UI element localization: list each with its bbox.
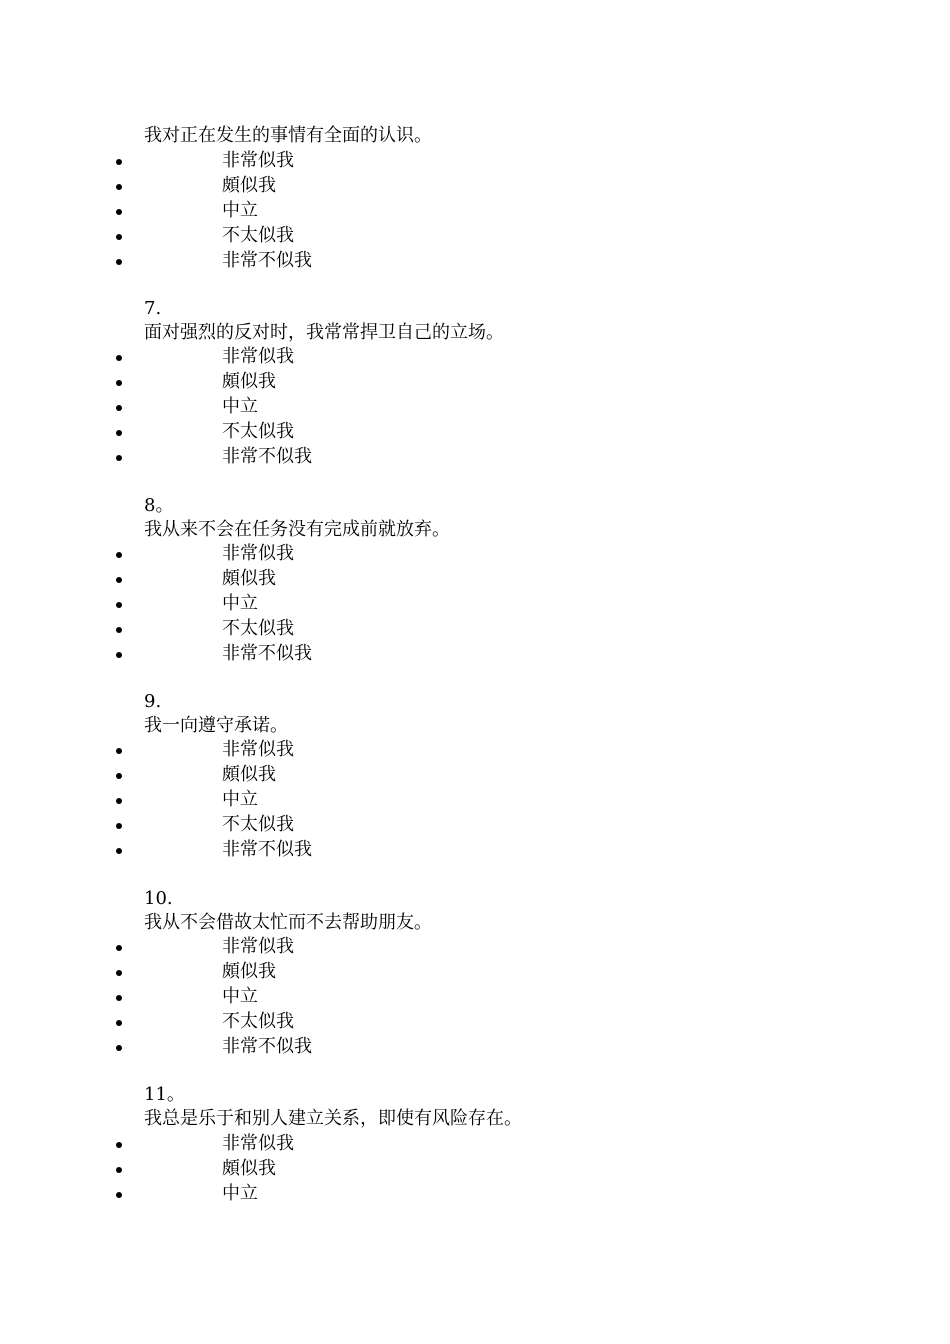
option-item[interactable] (0, 1035, 600, 1059)
bullet-icon (116, 995, 122, 1001)
option-item[interactable] (0, 838, 600, 862)
option-item[interactable] (0, 960, 600, 984)
option-item[interactable] (0, 420, 600, 444)
option-label: 不太似我 (222, 421, 294, 442)
option-item[interactable] (0, 642, 600, 666)
question-number: 9. (144, 691, 162, 712)
option-label: 非常似我 (222, 543, 294, 564)
bullet-icon (116, 970, 122, 976)
bullet-icon (116, 1045, 122, 1051)
bullet-icon (116, 627, 122, 633)
option-item[interactable] (0, 542, 600, 566)
option-label: 非常不似我 (222, 643, 312, 664)
option-item[interactable] (0, 1010, 600, 1034)
bullet-icon (116, 823, 122, 829)
bullet-icon (116, 259, 122, 265)
option-item[interactable] (0, 1182, 600, 1206)
option-item[interactable] (0, 249, 600, 273)
bullet-icon (116, 380, 122, 386)
option-label: 不太似我 (222, 225, 294, 246)
option-label: 非常不似我 (222, 1036, 312, 1057)
question-text: 面对强烈的反对时，我常常捍卫自己的立场。 (144, 322, 504, 343)
option-label: 非常似我 (222, 739, 294, 760)
option-item[interactable] (0, 149, 600, 173)
option-item[interactable] (0, 174, 600, 198)
bullet-icon (116, 355, 122, 361)
option-label: 頗似我 (222, 961, 276, 982)
bullet-icon (116, 773, 122, 779)
bullet-icon (116, 602, 122, 608)
option-label: 頗似我 (222, 371, 276, 392)
bullet-icon (116, 1192, 122, 1198)
option-item[interactable] (0, 1132, 600, 1156)
option-label: 頗似我 (222, 764, 276, 785)
bullet-icon (116, 798, 122, 804)
option-item[interactable] (0, 763, 600, 787)
option-item[interactable] (0, 567, 600, 591)
option-item[interactable] (0, 370, 600, 394)
option-item[interactable] (0, 224, 600, 248)
option-item[interactable] (0, 395, 600, 419)
bullet-icon (116, 945, 122, 951)
bullet-icon (116, 652, 122, 658)
option-label: 中立 (222, 1183, 258, 1204)
option-item[interactable] (0, 592, 600, 616)
bullet-icon (116, 1020, 122, 1026)
option-label: 頗似我 (222, 1158, 276, 1179)
bullet-icon (116, 430, 122, 436)
option-label: 非常似我 (222, 936, 294, 957)
question-text: 我总是乐于和别人建立关系，即使有风险存在。 (144, 1108, 522, 1129)
option-label: 中立 (222, 789, 258, 810)
bullet-icon (116, 209, 122, 215)
bullet-icon (116, 455, 122, 461)
option-label: 不太似我 (222, 814, 294, 835)
bullet-icon (116, 577, 122, 583)
question-number: 11。 (144, 1084, 185, 1105)
option-label: 中立 (222, 200, 258, 221)
question-number: 7. (144, 298, 162, 319)
option-item[interactable] (0, 617, 600, 641)
question-number: 10. (144, 888, 173, 909)
option-item[interactable] (0, 738, 600, 762)
option-label: 非常似我 (222, 1133, 294, 1154)
option-item[interactable] (0, 1157, 600, 1181)
bullet-icon (116, 159, 122, 165)
option-label: 頗似我 (222, 175, 276, 196)
question-text: 我从来不会在任务没有完成前就放弃。 (144, 519, 450, 540)
option-label: 不太似我 (222, 1011, 294, 1032)
option-item[interactable] (0, 199, 600, 223)
bullet-icon (116, 1167, 122, 1173)
bullet-icon (116, 848, 122, 854)
bullet-icon (116, 552, 122, 558)
option-item[interactable] (0, 445, 600, 469)
question-text: 我一向遵守承诺。 (144, 715, 288, 736)
option-label: 不太似我 (222, 618, 294, 639)
bullet-icon (116, 184, 122, 190)
option-item[interactable] (0, 345, 600, 369)
option-label: 頗似我 (222, 568, 276, 589)
option-label: 中立 (222, 986, 258, 1007)
bullet-icon (116, 405, 122, 411)
bullet-icon (116, 1142, 122, 1148)
question-text: 我从不会借故太忙而不去帮助朋友。 (144, 912, 432, 933)
option-label: 非常不似我 (222, 446, 312, 467)
option-label: 中立 (222, 396, 258, 417)
option-label: 非常不似我 (222, 250, 312, 271)
option-label: 非常不似我 (222, 839, 312, 860)
option-label: 中立 (222, 593, 258, 614)
option-item[interactable] (0, 813, 600, 837)
option-label: 非常似我 (222, 346, 294, 367)
option-item[interactable] (0, 985, 600, 1009)
option-item[interactable] (0, 935, 600, 959)
option-item[interactable] (0, 788, 600, 812)
option-label: 非常似我 (222, 150, 294, 171)
question-number: 8。 (144, 495, 174, 516)
bullet-icon (116, 748, 122, 754)
bullet-icon (116, 234, 122, 240)
question-text: 我对正在发生的事情有全面的认识。 (144, 125, 432, 146)
